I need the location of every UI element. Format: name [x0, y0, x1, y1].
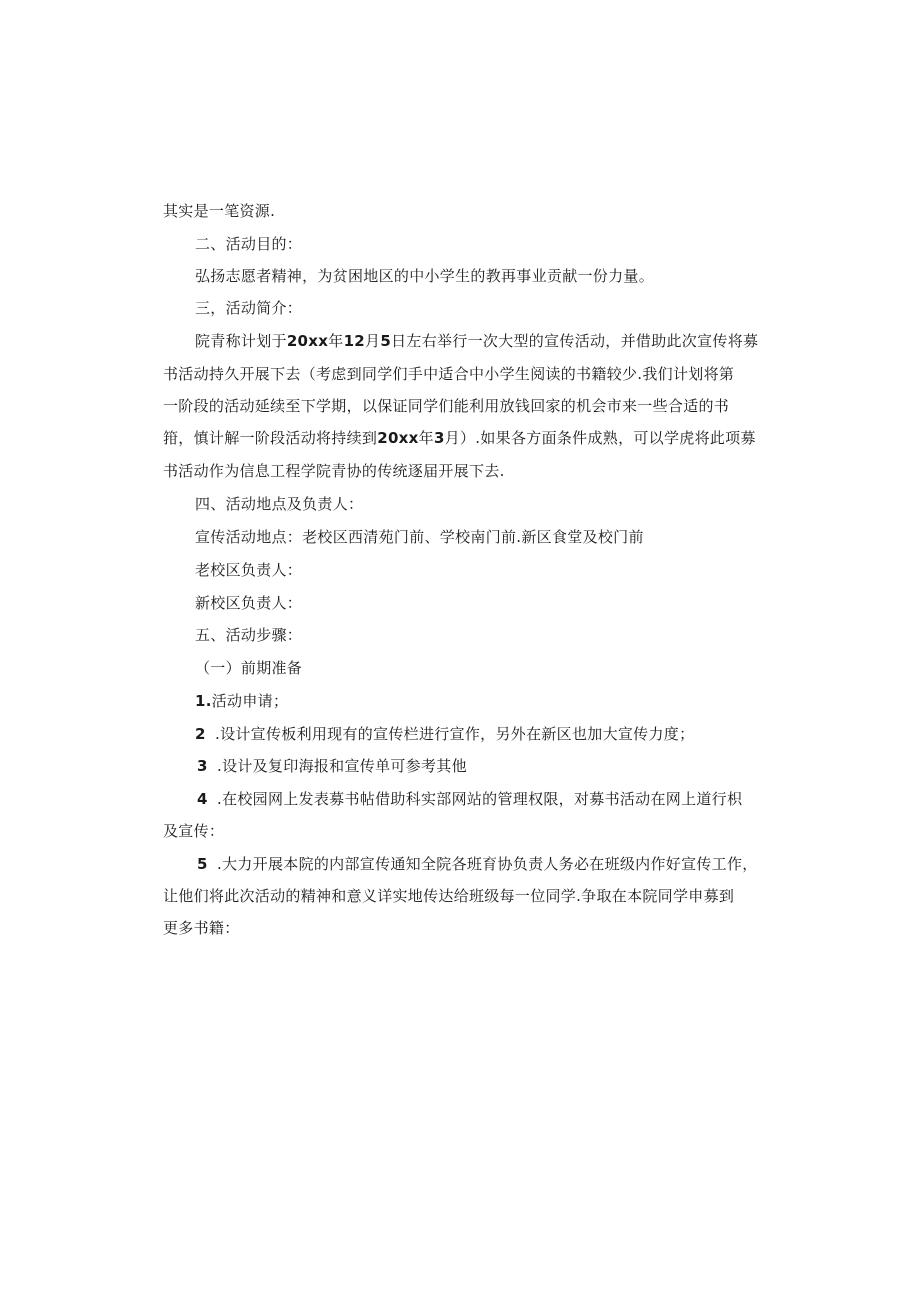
paragraph-line: 宣传活动地点：老校区西清苑门前、学校南门前.新区食堂及校门前 — [195, 528, 644, 546]
list-number: 4 — [197, 790, 208, 808]
paragraph-line: 弘扬志愿者精神，为贫困地区的中小学生的教再事业贡献一份力量。 — [195, 267, 655, 285]
day-value: 5 — [380, 332, 392, 350]
list-number: 2 — [195, 725, 206, 743]
section-heading-steps: 五、活动步骤： — [195, 626, 303, 644]
list-number: 3 — [197, 757, 208, 775]
month-value: 3 — [433, 429, 445, 447]
paragraph-line: 书活动作为信息工程学院青协的传统逐届开展下去. — [163, 462, 505, 480]
list-number: 5 — [197, 855, 208, 873]
list-number: 1. — [195, 692, 212, 710]
year-value: 20xx — [286, 332, 329, 350]
list-text: .大力开展本院的内部宣传通知全院各班育协负责人务必在班级内作好宣传工作， — [217, 855, 758, 873]
text-run: 月 — [365, 332, 381, 350]
list-text: .设计及复印海报和宣传单可参考其他 — [217, 757, 467, 775]
text-run: 年 — [328, 332, 344, 350]
text-run: 月）.如果各方面条件成熟，可以学虎将此项募 — [444, 429, 756, 447]
list-item — [197, 756, 467, 776]
list-text: .设计宣传板利用现有的宣传栏进行宣作，另外在新区也加大宣传力度； — [215, 725, 695, 743]
text-run: 年 — [418, 429, 434, 447]
text-run: 院青称计划于 — [195, 332, 287, 350]
section-heading-intro: 三，活动简介： — [195, 299, 303, 317]
month-value: 12 — [343, 332, 366, 350]
paragraph-line — [163, 428, 756, 448]
list-item — [195, 691, 288, 711]
text-run: 日左右举行一次大型的宣传活动，并借助此次宣传将募 — [391, 332, 759, 350]
list-text: .在校园网上发表募书帖借助科实部网站的管理权限，对募书活动在网上道行枳 — [217, 790, 743, 808]
paragraph-line: 让他们将此次活动的精神和意义详实地传达给班级每一位同学.争取在本院同学申募到 — [163, 887, 735, 905]
list-text: 活动申请； — [211, 692, 289, 710]
list-item — [195, 724, 694, 744]
list-item — [197, 789, 742, 809]
paragraph-line: 一阶段的活动延续至下学期，以保证同学们能利用放钱回家的机会市来一些合适的书 — [163, 397, 730, 415]
paragraph-line: 更多书籍： — [163, 919, 240, 937]
subsection-heading: （一）前期准备 — [195, 659, 303, 677]
paragraph-line — [195, 331, 758, 351]
paragraph-line: 老校区负责人： — [195, 561, 303, 579]
list-item — [197, 854, 758, 874]
paragraph-line: 及宣传： — [163, 822, 225, 840]
text-run: 箝，慎计解一阶段活动将持续到 — [163, 429, 378, 447]
section-heading-location: 四、活动地点及负责人： — [195, 495, 364, 513]
paragraph-line: 其实是一笔资源. — [163, 202, 276, 220]
paragraph-line: 新校区负责人： — [195, 594, 303, 612]
year-value: 20xx — [377, 429, 419, 447]
section-heading-purpose: 二、活动目的： — [195, 235, 303, 253]
paragraph-line: 书活动持久开展下去（考虑到同学们手中适合中小学生阅读的书籍较少.我们计划将第 — [163, 365, 735, 383]
